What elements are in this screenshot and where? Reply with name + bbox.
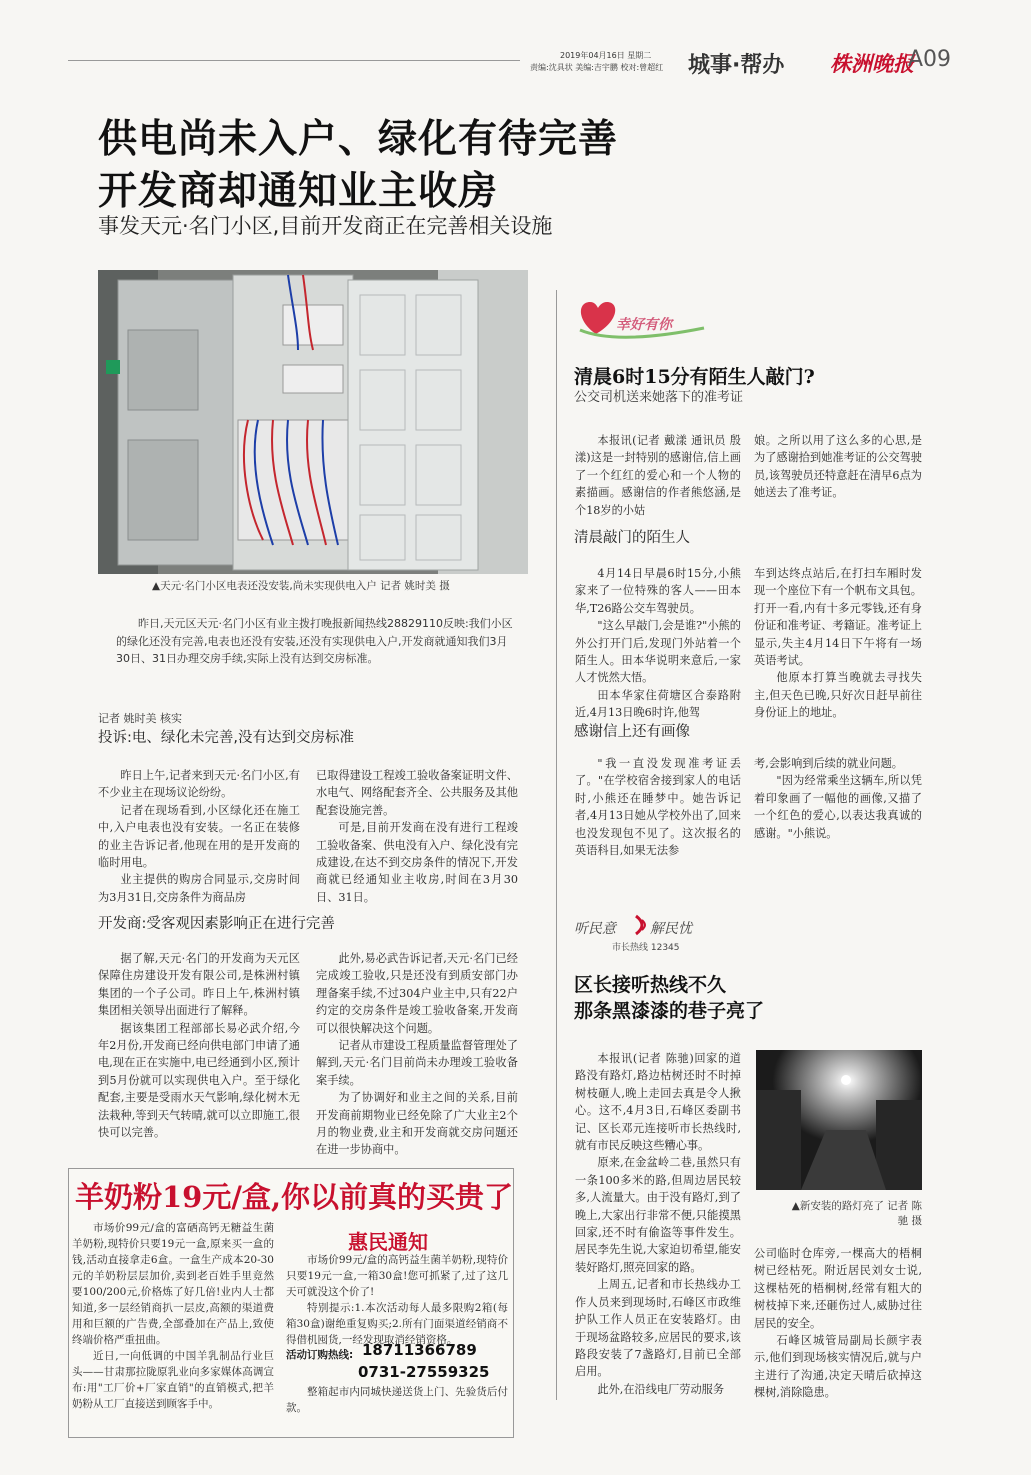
photo-caption: ▲天元·名门小区电表还没安装,尚未实现供电入户 记者 姚时美 摄	[152, 580, 450, 592]
paragraph: "因为经常乘坐这辆车,所以凭着印象画了一幅他的画像,又描了一个红色的爱心,以表达我真诚的感谢。"小熊说。	[754, 774, 922, 840]
column-logo-right: 解民忧	[650, 921, 692, 937]
page-number: A09	[908, 47, 952, 72]
ad-column	[72, 1220, 274, 1412]
story-title: 清晨6时15分有陌生人敲门?	[574, 366, 815, 388]
section-heading: 投诉:电、绿化未完善,没有达到交房标准	[98, 730, 354, 746]
meter-box-illustration	[98, 270, 528, 574]
paragraph: 昨日上午,记者来到天元·名门小区,有不少业主在现场议论纷纷。	[98, 769, 300, 800]
ad-phone: 18711366789	[362, 1341, 477, 1359]
column-logo: 幸好有你	[616, 317, 672, 333]
paragraph: 此外,易必武告诉记者,天元·名门已经完成竣工验收,只是还没有到质安部门办理备案手续,不过304户业主中,只有22户约定的交房条件是竣工验收备案,开发商可以很快解决这个问题。	[316, 952, 518, 1035]
paragraph: 业主提供的购房合同显示,交房时间为3月31日,交房条件为商品房	[98, 873, 300, 904]
paragraph: 市场价99元/盒的富硒高钙无糖益生菌羊奶粉,现特价只要19元一盒,原来买一盒的钱,活动直接拿走6盒。一盒生产成本20-30元的羊奶粉层层加价,卖到老百姓手里竟然要100/200元,价格炼了好几倍!业内人士都知道,多一层经销商扒一层皮,高额的渠道费用和巨额的广告费,全部叠加在产品上,致使终端价格严重扭曲。	[72, 1222, 274, 1346]
paragraph: "这么早敲门,会是谁?"小熊的外公打开门后,发现门外站着一个陌生人。田本华说明来意后,一家人才恍然大悟。	[575, 619, 741, 685]
body-column	[575, 755, 741, 859]
section-heading: 清晨敲门的陌生人	[574, 530, 690, 546]
headline-line1: 供电尚未入户、绿化有待完善	[98, 117, 619, 162]
paragraph: 已取得建设工程竣工验收备案证明文件、水电气、网络配套齐全、公共服务及其他配套设施完善。	[316, 769, 518, 817]
paragraph: 车到达终点站后,在打扫车厢时发现一个座位下有一个帆布文具包。打开一看,内有十多元零钱,还有身份证和准考证、考籍证。准考证上显示,失主4月14日下午将有一场英语考试。	[754, 567, 922, 668]
column-divider	[556, 290, 557, 1400]
paragraph: "我一直没发现准考证丢了。"在学校宿舍接到家人的电话时,小熊还在睡梦中。她告诉记者,4月13日她从学校外出了,回来也没发现包不见了。这次报名的英语科目,如果无法参	[575, 757, 741, 858]
byline: 记者 姚时美 核实	[98, 712, 182, 725]
header-rule	[68, 60, 520, 61]
section-name: 城事·帮办	[688, 53, 785, 78]
paragraph: 4月14日早晨6时15分,小熊家来了一位特殊的客人——田本华,T26路公交车驾驶员。	[575, 567, 741, 615]
header-date: 2019年04月16日 星期二	[560, 51, 652, 60]
body-column	[316, 767, 518, 906]
paragraph: 市场价99元/盒的高钙益生菌羊奶粉,现特价只要19元一盒,一箱30盒!您可抓紧了,过了这几天可就没这个价了!	[286, 1254, 508, 1298]
lead-text: 昨日,天元区天元·名门小区有业主拨打晚报新闻热线28829110反映:我们小区的绿化还没有完善,电表也还没有安装,还没有实现供电入户,开发商就通知我们3月30日、31日办理交房手续,实际上没有达到交房标准。	[116, 617, 513, 666]
headline-line2: 开发商却通知业主收房	[98, 169, 499, 214]
paragraph: 整箱起市内同城快递送货上门、先验货后付款。	[286, 1386, 508, 1414]
body-column	[98, 767, 300, 906]
paragraph: 田本华家住荷塘区合泰路附近,4月13日晚6时许,他驾	[575, 688, 741, 720]
headline-subtitle: 事发天元·名门小区,目前开发商正在完善相关设施	[98, 214, 553, 238]
paragraph: 据了解,天元·名门的开发商为天元区保障住房建设开发有限公司,是株洲村镇集团的一个子公司。昨日上午,株洲村镇集团相关领导出面进行了解释。	[98, 952, 300, 1018]
phone-wave-icon	[632, 912, 652, 938]
body-column	[754, 755, 922, 842]
paragraph: 可是,目前开发商在没有进行工程竣工验收备案、供电没有入户、绿化没有完成建设,在达不到交房条件的情况下,开发商就已经通知业主收房,时间在3月30日、31日。	[316, 821, 518, 904]
paragraph: 原来,在金盆岭二巷,虽然只有一条100多米的路,但周边居民较多,人流量大。由于没有路灯,到了晚上,大家出行非常不便,只能摸黑回家,还不时有偷盗等事件发生。居民李先生说,大家迫切希望,能安装好路灯,照亮回家的路。	[575, 1156, 741, 1274]
paper-logo: 株洲晚报	[830, 51, 914, 76]
section-heading: 开发商:受客观因素影响正在进行完善	[98, 916, 335, 932]
ad-hotline-label: 活动订购热线:	[286, 1349, 354, 1361]
body-column	[316, 950, 518, 1159]
lead-paragraph	[116, 615, 516, 668]
body-column	[754, 565, 922, 722]
meter-box-photo	[98, 270, 528, 574]
paragraph: 上周五,记者和市长热线办工作人员来到现场时,石峰区市政维护队工作人员正在安装路灯。由于现场盆路较多,应居民的要求,该路段安装了7盏路灯,目前已全部启用。	[575, 1278, 741, 1379]
paragraph: 据该集团工程部部长易必武介绍,今年2月份,开发商已经向供电部门申请了通电,现在正在实施中,电已经通到小区,预计到5月份就可以实现供电入户。至于绿化配套,主要是受雨水天气影响,绿化树木无法栽种,等到天气转晴,就可以立即施工,很快可以完善。	[98, 1021, 300, 1140]
paragraph: 此外,在沿线电厂劳动服务	[597, 1382, 725, 1396]
paragraph: 本报讯(记者 陈驰)回家的道路没有路灯,路边枯树还时不时掉树枝砸人,晚上走回去真是令人揪心。这不,4月3日,石峰区委副书记、区长邓元连接听市长热线时,就有市民反映这些糟心事。	[575, 1052, 741, 1153]
story-title-line2: 那条黑漆漆的巷子亮了	[574, 1000, 765, 1022]
section-heading: 感谢信上还有画像	[574, 724, 690, 740]
paragraph: 特别提示:1.本次活动每人最多限购2箱(每箱30盒)谢绝重复购买;2.所有门面渠道经销商不得借机囤货,一经发现取消经销资格。	[286, 1302, 508, 1346]
paragraph: 记者从市建设工程质量监督管理处了解到,天元·名门目前尚未办理竣工验收备案手续。	[316, 1039, 518, 1087]
ad-notice-title: 惠民通知	[348, 1230, 428, 1254]
streetlight-illustration	[756, 1050, 922, 1190]
paragraph: 娘。之所以用了这么多的心思,是为了感谢拾到她准考证的公交驾驶员,该驾驶员还特意赶在清早6点为她送去了准考证。	[754, 434, 922, 500]
story-subtitle: 公交司机送来她落下的准考证	[574, 390, 744, 405]
ad-column	[286, 1384, 508, 1416]
body-column	[754, 432, 922, 502]
ad-title: 羊奶粉19元/盒,你以前真的买贵了	[75, 1180, 514, 1214]
paragraph: 记者在现场看到,小区绿化还在施工中,入户电表也没有安装。一名正在装修的业主告诉记者,他现在用的是开发商的临时用电。	[98, 803, 300, 870]
ad-phone: 0731-27559325	[358, 1363, 490, 1381]
paragraph: 石峰区城管局副局长颜宇表示,他们到现场核实情况后,就与户主进行了沟通,决定天晴后砍掉这棵树,消除隐患。	[754, 1334, 922, 1400]
streetlight-photo	[756, 1050, 922, 1190]
body-column	[575, 432, 741, 519]
column-logo-left: 听民意	[574, 921, 616, 937]
story-title-line1: 区长接听热线不久	[574, 974, 727, 996]
body-column	[98, 950, 300, 1141]
paragraph: 近日,一向低调的中国羊乳制品行业巨头——甘肃那拉陇原乳业向多家媒体高调宣布:用"工厂价+厂家直销"的直销模式,把羊奶粉从工厂直接送到顾客手中。	[72, 1350, 274, 1410]
ad-column	[286, 1252, 508, 1348]
body-column	[575, 1050, 741, 1398]
paragraph: 他原本打算当晚就去寻找失主,但天色已晚,只好次日赶早前往身份证上的地址。	[754, 671, 922, 720]
paragraph: 公司临时仓库旁,一棵高大的梧桐树已经枯死。附近居民刘女士说,这棵枯死的梧桐树,经常有粗大的树枝掉下来,还砸伤过人,威胁过往居民的安全。	[754, 1247, 922, 1330]
body-column	[575, 565, 741, 722]
header-editors: 责编:沈具状 美编:吉宇鹏 校对:曾超红	[530, 63, 664, 72]
hotline-number: 市长热线 12345	[612, 943, 680, 953]
body-column	[754, 1245, 922, 1402]
photo-caption: ▲新安装的路灯亮了 记者 陈驰 摄	[791, 1200, 922, 1227]
paragraph: 为了协调好和业主之间的关系,目前开发商前期物业已经免除了广大业主2个月的物业费,业主和开发商就交房问题还在进一步协商中。	[316, 1091, 518, 1157]
paragraph: 本报讯(记者 戴漾 通讯员 殷漾)这是一封特别的感谢信,信上画了一个红红的爱心和一个人物的素描画。感谢信的作者熊悠涵,是个18岁的小姑	[575, 434, 741, 517]
paragraph: 考,会影响到后续的就业问题。	[754, 757, 903, 770]
